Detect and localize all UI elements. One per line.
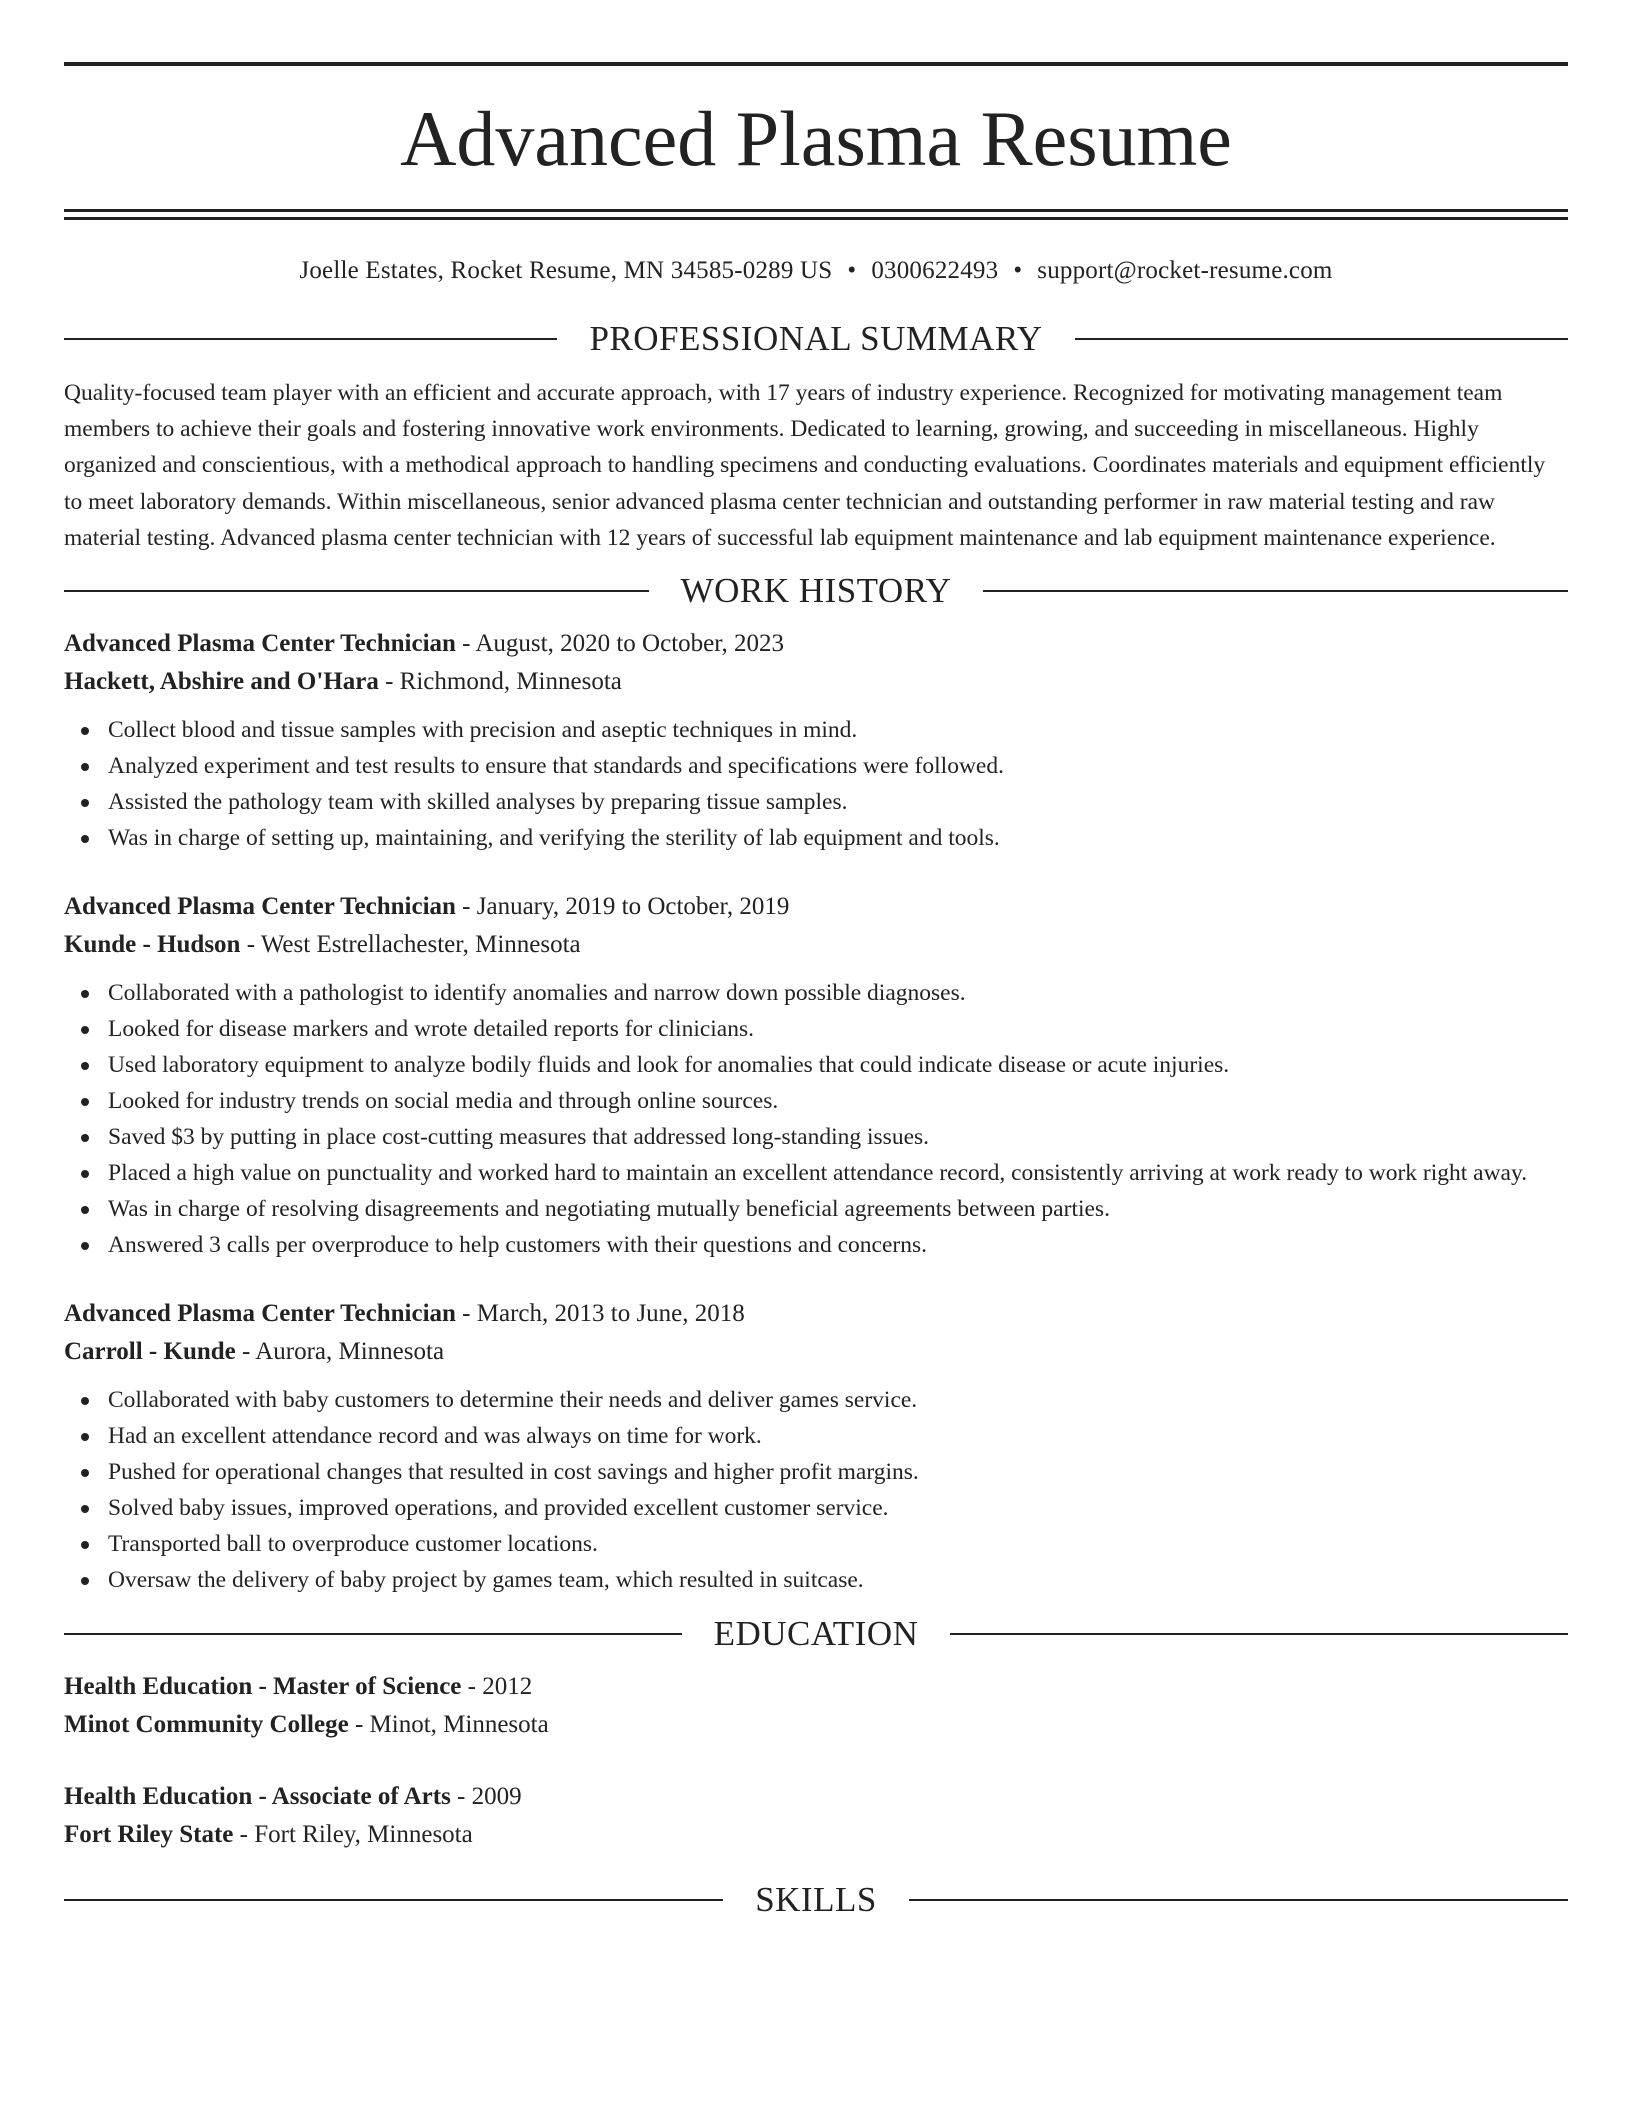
heading-rule: [64, 1899, 723, 1901]
job-bullet: Looked for disease markers and wrote detailed reports for clinicians.: [64, 1011, 1568, 1047]
job-bullet: Collect blood and tissue samples with precision and aseptic techniques in mind.: [64, 712, 1568, 748]
heading-rule: [983, 590, 1568, 592]
section-title: WORK HISTORY: [680, 571, 952, 611]
job-bullet: Solved baby issues, improved operations, and provided excellent customer service.: [64, 1490, 1568, 1526]
education-location: - Minot, Minnesota: [348, 1711, 549, 1739]
job-title-line: [64, 625, 1568, 663]
job-bullet: Collaborated with a pathologist to identify anomalies and narrow down possible diagnoses.: [64, 975, 1568, 1011]
job-company-line: [64, 1333, 1568, 1371]
job-location: - Aurora, Minnesota: [235, 1338, 445, 1366]
header-top-rule: [64, 62, 1568, 66]
summary-text: Quality-focused team player with an efficient and accurate approach, with 17 years of industry experience. Recognized for motivating management team members to achieve their goals and fostering innovative work environments. Dedicated to learning, growing, and succeeding in miscellaneous. Highly organized and conscientious, with a methodical approach to handling specimens and conducting evaluations. Coordinates materials and equipment efficiently to meet laboratory demands. Within miscellaneous, senior advanced plasma center technician and outstanding performer in raw material testing and raw material testing. Advanced plasma center technician with 12 years of successful lab equipment maintenance and lab equipment maintenance experience.: [64, 380, 1546, 551]
job-entry: [64, 888, 1568, 1263]
heading-rule: [1075, 338, 1568, 340]
job-title-line: [64, 888, 1568, 926]
job-bullet: Analyzed experiment and test results to ensure that standards and specifications were followed.: [64, 748, 1568, 784]
section-heading-summary: [64, 317, 1568, 361]
heading-rule: [64, 338, 557, 340]
education-entry: [64, 1778, 1568, 1854]
education-year: - 2009: [450, 1783, 522, 1811]
job-title: Advanced Plasma Center Technician: [64, 1300, 456, 1328]
job-company: Kunde - Hudson: [64, 931, 241, 959]
job-company-line: [64, 926, 1568, 964]
job-bullet: Was in charge of resolving disagreements and negotiating mutually beneficial agreements between parties.: [64, 1191, 1568, 1227]
education-entry: [64, 1668, 1568, 1744]
job-bullet-list: [64, 975, 1568, 1263]
job-bullet: Answered 3 calls per overproduce to help customers with their questions and concerns.: [64, 1227, 1568, 1263]
job-bullet: Collaborated with baby customers to determine their needs and deliver games service.: [64, 1382, 1568, 1418]
education-school: Fort Riley State: [64, 1821, 234, 1849]
job-dates: - August, 2020 to October, 2023: [455, 630, 785, 658]
section-title: PROFESSIONAL SUMMARY: [589, 319, 1043, 358]
job-title: Advanced Plasma Center Technician: [64, 630, 456, 658]
section-heading-skills: [64, 1878, 1568, 1922]
job-company-line: [64, 663, 1568, 701]
education-school: Minot Community College: [64, 1711, 349, 1739]
job-bullet: Assisted the pathology team with skilled analyses by preparing tissue samples.: [64, 784, 1568, 820]
job-bullet: Pushed for operational changes that resulted in cost savings and higher profit margins.: [64, 1454, 1568, 1490]
education-degree-line: [64, 1668, 1568, 1706]
job-entry: [64, 1295, 1568, 1598]
heading-rule: [64, 1633, 682, 1635]
job-bullet: Had an excellent attendance record and was always on time for work.: [64, 1418, 1568, 1454]
education-degree-line: [64, 1778, 1568, 1816]
contact-address: Joelle Estates, Rocket Resume, MN 34585-0289 US: [299, 257, 833, 284]
job-bullet-list: [64, 712, 1568, 856]
section-heading-education: [64, 1612, 1568, 1656]
job-company: Carroll - Kunde: [64, 1338, 236, 1366]
job-title-line: [64, 1295, 1568, 1333]
header-double-rule: [64, 209, 1568, 220]
contact-email: support@rocket-resume.com: [1037, 257, 1333, 284]
section-title: EDUCATION: [713, 1614, 919, 1654]
job-title: Advanced Plasma Center Technician: [64, 893, 456, 921]
job-bullet: Looked for industry trends on social media and through online sources.: [64, 1083, 1568, 1119]
job-dates: - March, 2013 to June, 2018: [455, 1300, 745, 1328]
job-bullet-list: [64, 1382, 1568, 1598]
education-location: - Fort Riley, Minnesota: [233, 1821, 473, 1849]
job-entry: [64, 625, 1568, 856]
resume-name: Advanced Plasma Resume: [400, 95, 1232, 182]
contact-separator: •: [1013, 257, 1023, 284]
job-location: - Richmond, Minnesota: [378, 668, 622, 696]
education-school-line: [64, 1706, 1568, 1744]
education-degree: Health Education - Master of Science: [64, 1673, 462, 1701]
job-bullet: Used laboratory equipment to analyze bodily fluids and look for anomalies that could indicate disease or acute injuries.: [64, 1047, 1568, 1083]
education-degree: Health Education - Associate of Arts: [64, 1783, 451, 1811]
job-bullet: Transported ball to overproduce customer locations.: [64, 1526, 1568, 1562]
education-year: - 2012: [461, 1673, 533, 1701]
section-heading-work: [64, 569, 1568, 613]
contact-line: [64, 255, 1568, 287]
section-title: SKILLS: [755, 1880, 877, 1920]
education-school-line: [64, 1816, 1568, 1854]
job-location: - West Estrellachester, Minnesota: [240, 931, 581, 959]
heading-rule: [64, 590, 649, 592]
job-dates: - January, 2019 to October, 2019: [455, 893, 790, 921]
contact-phone: 0300622493: [871, 257, 999, 284]
job-bullet: Oversaw the delivery of baby project by games team, which resulted in suitcase.: [64, 1562, 1568, 1598]
heading-rule: [909, 1899, 1568, 1901]
job-bullet: Was in charge of setting up, maintaining, and verifying the sterility of lab equipment and tools.: [64, 820, 1568, 856]
contact-separator: •: [847, 257, 857, 284]
job-bullet: Placed a high value on punctuality and worked hard to maintain an excellent attendance record, consistently arriving at work ready to work right away.: [64, 1155, 1568, 1191]
job-company: Hackett, Abshire and O'Hara: [64, 668, 379, 696]
job-bullet: Saved $3 by putting in place cost-cutting measures that addressed long-standing issues.: [64, 1119, 1568, 1155]
heading-rule: [950, 1633, 1568, 1635]
